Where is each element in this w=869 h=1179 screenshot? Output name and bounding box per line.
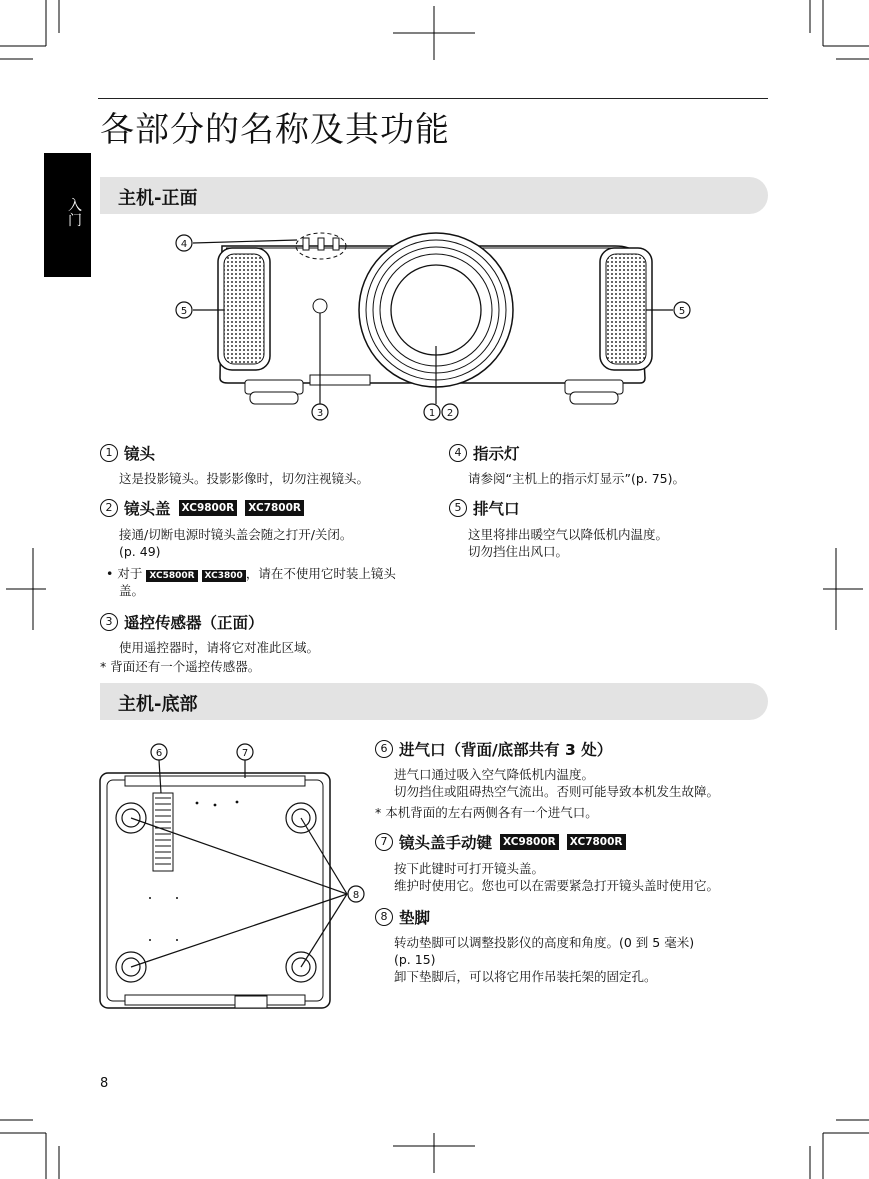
item-indicator-number: 4 bbox=[449, 444, 467, 462]
item-foot-text3: 卸下垫脚后，可以将它用作吊装托架的固定孔。 bbox=[394, 969, 657, 984]
item-exhaust-text1: 这里将排出暖空气以降低机内温度。 bbox=[468, 527, 669, 542]
page-number: 8 bbox=[100, 1076, 109, 1091]
callout-3: 3 bbox=[316, 408, 324, 419]
item-remote-sensor-note: * 背面还有一个遥控传感器。 bbox=[100, 659, 261, 674]
callout-1: 1 bbox=[428, 408, 436, 419]
callout-2: 2 bbox=[446, 408, 454, 419]
section-front bbox=[100, 177, 768, 214]
callout-5-left: 5 bbox=[180, 306, 188, 317]
item-remote-sensor-title: 遥控传感器（正面） bbox=[124, 614, 264, 632]
section-front-title: 主机-正面 bbox=[118, 188, 198, 209]
item-lens bbox=[100, 442, 369, 487]
item-indicator-text: 请参阅“主机上的指示灯显示”(p. 75)。 bbox=[468, 471, 685, 486]
item-intake-text2: 切勿挡住或阻碍热空气流出。否则可能导致本机发生故障。 bbox=[394, 784, 720, 799]
item-foot bbox=[375, 906, 694, 985]
item-intake-text1: 进气口通过吸入空气降低机内温度。 bbox=[394, 767, 595, 782]
item-lens-cover-key-text1: 按下此键时可打开镜头盖。 bbox=[394, 861, 545, 876]
item-lens-cover-text2: (p. 49) bbox=[119, 544, 161, 559]
item-foot-text1: 转动垫脚可以调整投影仪的高度和角度。(0 到 5 毫米) bbox=[394, 935, 695, 950]
model-badge-xc9800r: XC9800R bbox=[179, 500, 238, 516]
title-rule bbox=[98, 98, 768, 99]
callout-4: 4 bbox=[180, 239, 188, 250]
callout-6: 6 bbox=[155, 748, 163, 759]
item-lens-number: 1 bbox=[100, 444, 118, 462]
callout-8: 8 bbox=[352, 890, 360, 901]
item-remote-sensor bbox=[100, 611, 319, 675]
model-badge-xc3800: XC3800 bbox=[202, 570, 246, 582]
item-intake-number: 6 bbox=[375, 740, 393, 758]
item-exhaust bbox=[449, 497, 668, 560]
item-exhaust-text2: 切勿挡住出风口。 bbox=[468, 544, 569, 559]
item-intake-title: 进气口（背面/底部共有 3 处） bbox=[399, 741, 613, 759]
section-bottom bbox=[100, 683, 768, 720]
item-lens-cover-text1: 接通/切断电源时镜头盖会随之打开/关闭。 bbox=[119, 527, 353, 542]
item-lens-cover-key-text2: 维护时使用它。您也可以在需要紧急打开镜头盖时使用它。 bbox=[394, 878, 720, 893]
projector-bottom-diagram bbox=[95, 738, 370, 1016]
callout-7: 7 bbox=[241, 748, 249, 759]
item-exhaust-title: 排气口 bbox=[473, 500, 520, 518]
item-lens-cover-number: 2 bbox=[100, 499, 118, 517]
item-foot-title: 垫脚 bbox=[399, 909, 431, 927]
item-lens-cover bbox=[100, 497, 396, 599]
section-bottom-title: 主机-底部 bbox=[118, 694, 198, 715]
item-lens-cover-key-number: 7 bbox=[375, 833, 393, 851]
item-lens-title: 镜头 bbox=[124, 445, 156, 463]
item-indicator-title: 指示灯 bbox=[473, 445, 520, 463]
projector-front-diagram bbox=[170, 228, 700, 428]
model-badge-xc7800r: XC7800R bbox=[245, 500, 304, 516]
callout-5-right: 5 bbox=[678, 306, 686, 317]
item-remote-sensor-number: 3 bbox=[100, 613, 118, 631]
item-foot-number: 8 bbox=[375, 908, 393, 926]
item-lens-text: 这是投影镜头。投影影像时，切勿注视镜头。 bbox=[119, 471, 370, 486]
side-tab-label: 入门 bbox=[68, 198, 82, 229]
item-remote-sensor-text: 使用遥控器时，请将它对准此区域。 bbox=[119, 640, 320, 655]
item-foot-text2: (p. 15) bbox=[394, 952, 436, 967]
page-title: 各部分的名称及其功能 bbox=[100, 110, 450, 150]
item-lens-cover-key bbox=[375, 831, 719, 894]
bullet-post: ，请在不使用它时装上镜头 bbox=[245, 566, 396, 581]
item-lens-cover-title: 镜头盖 bbox=[124, 500, 171, 518]
model-badge-xc9800r-2: XC9800R bbox=[500, 834, 559, 850]
bullet-pre: 对于 bbox=[117, 566, 143, 581]
item-exhaust-number: 5 bbox=[449, 499, 467, 517]
item-indicator bbox=[449, 442, 685, 487]
item-lens-cover-bullet: • 对于 XC5800R XC3800 ，请在不使用它时装上镜头 bbox=[106, 566, 396, 581]
item-lens-cover-bullet-line2: 盖。 bbox=[119, 583, 145, 598]
item-intake-note: * 本机背面的左右两侧各有一个进气口。 bbox=[375, 805, 598, 820]
item-lens-cover-key-title: 镜头盖手动键 bbox=[399, 834, 493, 852]
model-badge-xc7800r-2: XC7800R bbox=[567, 834, 626, 850]
model-badge-xc5800r: XC5800R bbox=[146, 570, 197, 582]
item-intake bbox=[375, 738, 719, 821]
